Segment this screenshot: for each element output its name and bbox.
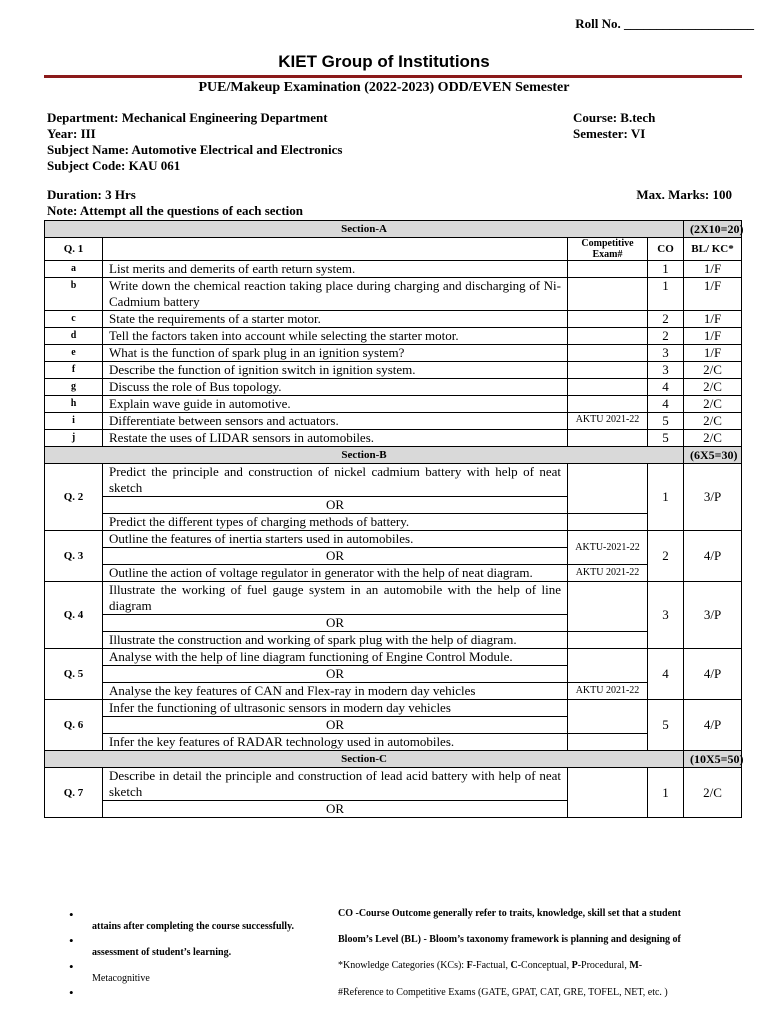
question-text: Infer the functioning of ultrasonic sensors in modern day vehicles xyxy=(103,700,568,717)
co-value: 5 xyxy=(648,413,684,430)
question-number: Q. 4 xyxy=(45,582,103,649)
table-row xyxy=(45,311,742,328)
note: Note: Attempt all the questions of each section xyxy=(47,203,303,218)
question-text: Outline the action of voltage regulator in generator with the help of neat diagram. xyxy=(103,565,568,582)
item-label: i xyxy=(45,413,103,430)
question-number: Q. 7 xyxy=(45,768,103,818)
competitive-exam-cell xyxy=(568,396,648,413)
competitive-exam-cell: AKTU 2021-22 xyxy=(568,413,648,430)
table-row xyxy=(45,345,742,362)
section-b-title: Section-B xyxy=(45,447,684,464)
year: Year: III xyxy=(47,126,96,141)
kc-f: F xyxy=(466,960,473,971)
bullet-icon: • xyxy=(69,959,74,974)
co-value: 2 xyxy=(648,328,684,345)
question-text: Explain wave guide in automotive. xyxy=(103,396,568,413)
table-row xyxy=(45,362,742,379)
bl-note-cont: assessment of student’s learning. xyxy=(92,947,232,958)
competitive-exam-cell xyxy=(568,261,648,278)
co-value: 1 xyxy=(648,278,684,311)
competitive-exam-cell xyxy=(568,734,648,751)
kc-note-cont: Metacognitive xyxy=(92,973,150,984)
header-divider xyxy=(44,75,742,78)
section-a-column-header xyxy=(45,238,742,261)
competitive-exam-cell xyxy=(568,328,648,345)
table-row xyxy=(45,565,742,582)
co-value: 3 xyxy=(648,582,684,649)
bl-value: 1/F xyxy=(684,261,742,278)
question-number: Q. 5 xyxy=(45,649,103,700)
competitive-exam-cell xyxy=(568,430,648,447)
bl-value: 1/F xyxy=(684,328,742,345)
question-text: Infer the key features of RADAR technology used in automobiles. xyxy=(103,734,568,751)
competitive-exam-cell xyxy=(568,649,648,683)
section-a-title: Section-A xyxy=(45,221,684,238)
section-b-marks: (6X5=30) xyxy=(684,447,742,464)
bl-value: 2/C xyxy=(684,768,742,818)
co-value: 5 xyxy=(648,430,684,447)
competitive-exam-cell xyxy=(568,768,648,818)
kc-c: C xyxy=(510,960,518,971)
item-label: e xyxy=(45,345,103,362)
question-table xyxy=(44,220,742,818)
bl-value: 1/F xyxy=(684,345,742,362)
table-row xyxy=(45,514,742,531)
question-text: Outline the features of inertia starters used in automobiles. xyxy=(103,531,568,548)
section-b-header xyxy=(45,447,742,464)
question-text: Analyse the key features of CAN and Flex-ray in modern day vehicles xyxy=(103,683,568,700)
competitive-exam-cell xyxy=(568,278,648,311)
table-row xyxy=(45,396,742,413)
item-label: a xyxy=(45,261,103,278)
question-number: Q. 3 xyxy=(45,531,103,582)
or-separator: OR xyxy=(103,497,568,514)
co-value: 3 xyxy=(648,345,684,362)
kc-m: M xyxy=(629,960,639,971)
table-row xyxy=(45,531,742,548)
table-row xyxy=(45,734,742,751)
section-a-marks: (2X10=20) xyxy=(684,221,742,238)
bl-value: 1/F xyxy=(684,311,742,328)
or-separator: OR xyxy=(103,666,568,683)
question-text: List merits and demerits of earth return system. xyxy=(103,261,568,278)
bullet-icon: • xyxy=(69,907,74,922)
section-a-header xyxy=(45,221,742,238)
question-text: Illustrate the construction and working of spark plug with the help of diagram. xyxy=(103,632,568,649)
column-competitive-exam: Competitive Exam# xyxy=(568,238,648,261)
competitive-exam-cell xyxy=(568,632,648,649)
table-row xyxy=(45,430,742,447)
question-text: State the requirements of a starter motor. xyxy=(103,311,568,328)
co-value: 5 xyxy=(648,700,684,751)
question-text: What is the function of spark plug in an ignition system? xyxy=(103,345,568,362)
bullet-icon: • xyxy=(69,933,74,948)
co-value: 2 xyxy=(648,531,684,582)
section-c-title: Section-C xyxy=(45,751,684,768)
co-value: 4 xyxy=(648,396,684,413)
table-row xyxy=(45,261,742,278)
co-value: 1 xyxy=(648,261,684,278)
item-label: h xyxy=(45,396,103,413)
competitive-exam-cell xyxy=(568,464,648,514)
question-text: Describe the function of ignition switch in ignition system. xyxy=(103,362,568,379)
question-number: Q. 6 xyxy=(45,700,103,751)
kc-prefix: *Knowledge Categories (KCs): xyxy=(338,960,467,971)
bl-value: 1/F xyxy=(684,278,742,311)
question-text: Differentiate between sensors and actuators. xyxy=(103,413,568,430)
competitive-exam-cell xyxy=(568,345,648,362)
table-row xyxy=(45,700,742,717)
kc-p-text: -Procedural, xyxy=(577,960,630,971)
institution-title: KIET Group of Institutions xyxy=(278,52,490,71)
table-row xyxy=(45,582,742,615)
course: Course: B.tech xyxy=(573,110,656,125)
question-text: Predict the different types of charging methods of battery. xyxy=(103,514,568,531)
competitive-exam-cell xyxy=(568,514,648,531)
bl-value: 4/P xyxy=(684,700,742,751)
table-row xyxy=(45,278,742,311)
co-note: CO -Course Outcome generally refer to traits, knowledge, skill set that a student xyxy=(338,908,681,919)
bl-note: Bloom’s Level (BL) - Bloom’s taxonomy framework is planning and designing of xyxy=(338,934,681,945)
subject-name: Subject Name: Automotive Electrical and Electronics xyxy=(47,142,343,157)
item-label: d xyxy=(45,328,103,345)
competitive-exam-cell: AKTU 2021-22 xyxy=(568,565,648,582)
item-label: f xyxy=(45,362,103,379)
or-separator: OR xyxy=(103,548,568,565)
table-row xyxy=(45,464,742,497)
column-bl-kc: BL/ KC* xyxy=(684,238,742,261)
or-separator: OR xyxy=(103,717,568,734)
kc-f-text: -Factual, xyxy=(472,960,511,971)
bl-value: 4/P xyxy=(684,531,742,582)
subject-code: Subject Code: KAU 061 xyxy=(47,158,181,173)
bl-value: 2/C xyxy=(684,413,742,430)
bl-value: 2/C xyxy=(684,379,742,396)
kc-m-text: - xyxy=(638,960,643,971)
table-row xyxy=(45,768,742,801)
co-note-cont: attains after completing the course successfully. xyxy=(92,921,295,932)
competitive-exam-cell: AKTU-2021-22 xyxy=(568,531,648,565)
co-value: 1 xyxy=(648,768,684,818)
kc-note xyxy=(338,960,642,971)
semester: Semester: VI xyxy=(573,126,646,141)
exam-title: PUE/Makeup Examination (2022-2023) ODD/EVEN Semester xyxy=(198,80,570,95)
max-marks: Max. Marks: 100 xyxy=(636,187,732,202)
bullet-icon: • xyxy=(69,985,74,1000)
bl-value: 3/P xyxy=(684,582,742,649)
reference-note: #Reference to Competitive Exams (GATE, GPAT, CAT, GRE, TOFEL, NET, etc. ) xyxy=(338,987,668,998)
co-value: 1 xyxy=(648,464,684,531)
or-separator: OR xyxy=(103,615,568,632)
item-label: j xyxy=(45,430,103,447)
competitive-exam-cell xyxy=(568,311,648,328)
question-text: Restate the uses of LIDAR sensors in automobiles. xyxy=(103,430,568,447)
co-value: 2 xyxy=(648,311,684,328)
co-value: 3 xyxy=(648,362,684,379)
co-value: 4 xyxy=(648,379,684,396)
question-text: Write down the chemical reaction taking place during charging and discharging of Ni-Cadmium battery xyxy=(103,278,568,311)
question-text: Tell the factors taken into account while selecting the starter motor. xyxy=(103,328,568,345)
item-label: c xyxy=(45,311,103,328)
kc-c-text: -Conceptual, xyxy=(517,960,572,971)
table-row xyxy=(45,649,742,666)
bl-value: 3/P xyxy=(684,464,742,531)
roll-number-field: Roll No. ____________________ xyxy=(575,16,754,31)
bl-value: 4/P xyxy=(684,649,742,700)
or-separator: OR xyxy=(103,801,568,818)
question-number: Q. 2 xyxy=(45,464,103,531)
question-text: Analyse with the help of line diagram functioning of Engine Control Module. xyxy=(103,649,568,666)
competitive-exam-cell xyxy=(568,700,648,734)
bl-value: 2/C xyxy=(684,430,742,447)
table-row xyxy=(45,632,742,649)
bl-value: 2/C xyxy=(684,396,742,413)
question-number: Q. 1 xyxy=(45,238,103,261)
question-text: Predict the principle and construction of nickel cadmium battery with help of neat sketch xyxy=(103,464,568,497)
table-row xyxy=(45,413,742,430)
co-value: 4 xyxy=(648,649,684,700)
kc-p: P xyxy=(571,960,578,971)
table-row xyxy=(45,683,742,700)
competitive-exam-cell xyxy=(568,362,648,379)
question-blank xyxy=(103,238,568,261)
department: Department: Mechanical Engineering Department xyxy=(47,110,328,125)
section-c-marks: (10X5=50) xyxy=(684,751,742,768)
section-c-header xyxy=(45,751,742,768)
item-label: b xyxy=(45,278,103,311)
column-co: CO xyxy=(648,238,684,261)
question-text: Describe in detail the principle and construction of lead acid battery with help of neat sketch xyxy=(103,768,568,801)
question-text: Illustrate the working of fuel gauge system in an automobile with the help of line diagram xyxy=(103,582,568,615)
competitive-exam-cell xyxy=(568,582,648,632)
competitive-exam-cell xyxy=(568,379,648,396)
item-label: g xyxy=(45,379,103,396)
bl-value: 2/C xyxy=(684,362,742,379)
table-row xyxy=(45,328,742,345)
duration: Duration: 3 Hrs xyxy=(47,187,136,202)
competitive-exam-cell: AKTU 2021-22 xyxy=(568,683,648,700)
table-row xyxy=(45,379,742,396)
question-text: Discuss the role of Bus topology. xyxy=(103,379,568,396)
